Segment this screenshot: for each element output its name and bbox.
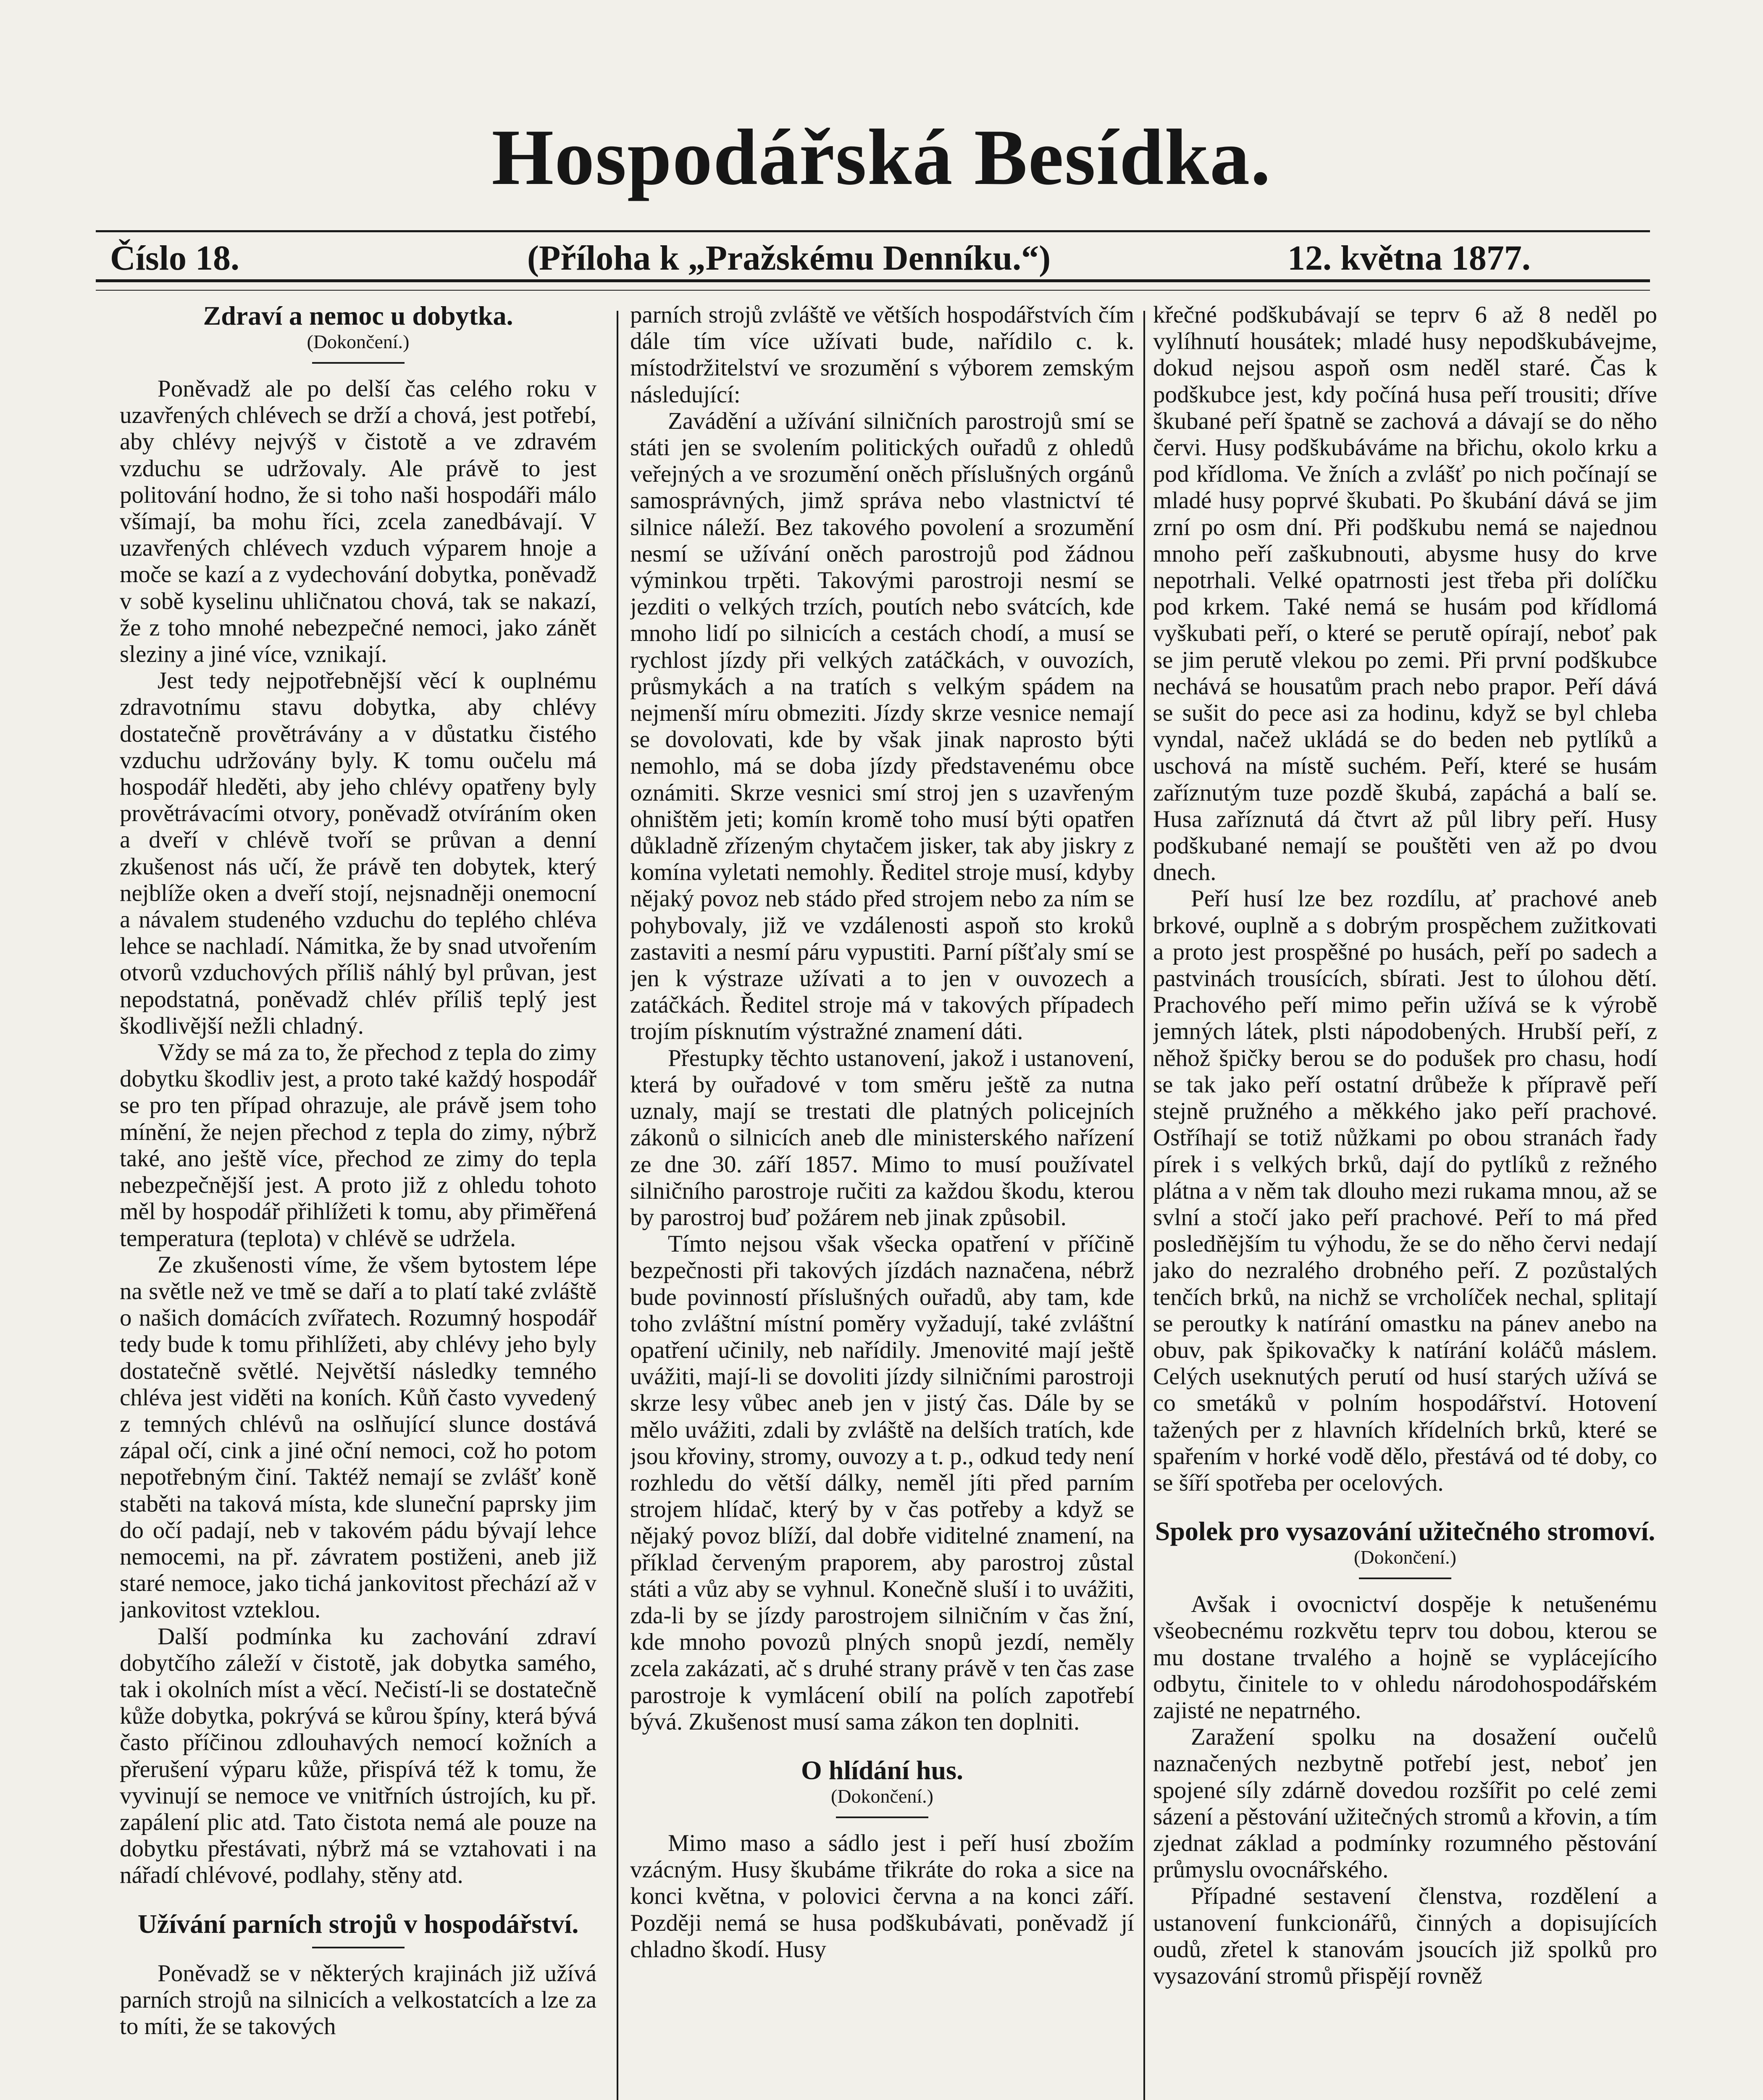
paragraph: Další podmínka ku zachování zdraví dobytčího záleží v čistotě, jak dobytka samého, tak i okolních míst a věcí. Nečistí-li se dostatečně kůže dobytka, pokrývá se kůrou špíny, která bývá často příčinou zdlouhavých nemocí kožních a přerušení výparu kůže, přispívá též k tomu, že vyvinují se nemoce ve vnitřních ústrojích, ku př. zapálení plic atd. Tato čistota nemá ale pouze na dobytku přestávati, nýbrž má se vztahovati i na nářadí chlévové, podlahy, stěny atd.	[120, 1623, 596, 1889]
paragraph: Ze zkušenosti víme, že všem bytostem lépe na světle než ve tmě se daří a to platí také zvláště o našich domácích zvířatech. Rozumný hospodář tedy bude k tomu přihlížeti, aby chlévy jeho byly dostatečně světlé. Největší následky temného chléva jest viděti na koních. Kůň často vyvedený z temných chlévů na oslňující slunce dostává zápal očí, cink a jiné oční nemoci, což ho potom nepotřebným činí. Taktéž nemají se zvlášť koně staběti na taková místa, kde sluneční paprsky jim do očí padají, neb v takovém pádu bývají lehce nemocemi, na př. závratem postiženi, aneb již staré nemoce, jako tichá jankovitost přechází až v jankovitost vzteklou.	[120, 1251, 596, 1623]
paragraph: Avšak i ovocnictví dospěje k netušenému všeobecnému rozkvětu teprv tou dobou, kterou se mu dostane trvalého a hojně se vyplácejícího odbytu, činitele to v ohledu národohospodářském zajisté ne nepatrného.	[1153, 1591, 1657, 1724]
section-gap	[120, 1889, 596, 1910]
continued-paragraph: parních strojů zvláště ve větších hospodářstvích čím dále tím více užívati bude, nařídilo c. k. místodržitelství ve srozumění s výborem zemským následující:	[630, 302, 1134, 408]
paragraph: Zaražení spolku na dosažení oučelů naznačených nezbytně potřebí jest, neboť jen spojené síly zdárně dovedou rozšířit po celé zemi sázení a pěstování užitečných stromů a křovin, a tím zjednat základ a podmínky rozumného pěstování průmyslu ovocnářského.	[1153, 1724, 1657, 1883]
article-subtitle: (Dokončení.)	[831, 1785, 933, 1807]
paragraph: Poněvadž se v některých krajinách již užívá parních strojů na silnicích a velkostatcích a lze za to míti, že se takových	[120, 1960, 596, 2040]
paragraph: Případné sestavení členstva, rozdělení a ustanovení funkcionářů, činných a dopisujících oudů, zřetel k stanovám jsoucích již spolků pro vysazování stromů přispějí rovněž	[1153, 1883, 1657, 1989]
article-heading: O hlídání hus.	[801, 1755, 963, 1785]
article-heading: Spolek pro vysazování užitečného stromoví.	[1155, 1516, 1655, 1546]
heading-rule	[312, 1947, 405, 1948]
issue-date: 12. května 1877.	[1287, 239, 1531, 278]
paragraph: Zavádění a užívání silničních parostrojů smí se státi jen se svolením politických ouřadů z ohledů veřejných a ve srozumění oněch příslušných orgánů samosprávných, jimž správa nebo vlastnictví té silnice náleží. Bez takového povolení a srozumění nesmí se užívání oněch parostrojů pod žádnou výminkou trpěti. Takovými parostroji nesmí se jezditi o velkých trzích, poutích nebo svátcích, kde mnoho lidí po silnicích a cestách chodí, a musí se rychlost jízdy při velkých zatáčkách, v ouvozích, průsmykách a na tratích s velkým spádem na nejmenší míru obmeziti. Jízdy skrze vesnice nemají se dovolovati, kde by však jinak naprosto býti nemohlo, má se doba jízdy představenému obce oznámiti. Skrze vesnici smí stroj jen s uzavřeným ohništěm jeti; komín kromě toho musí býti opatřen důkladně zřízeným chytačem jisker, tak aby jiskry z komína vyletati nemohly. Ředitel stroje musí, kdyby nějaký povoz neb stádo před strojem nebo za ním se pohybovaly, již ve vzdálenosti aspoň sto kroků zastaviti a nesmí páru vypustiti. Parní píšťaly smí se jen k výstraze užívati a to jen v ouvozech a zatáčkách. Ředitel stroje má v takových případech trojím písknutím výstražné znamení dáti.	[630, 407, 1134, 1045]
section-gap	[1153, 1496, 1657, 1517]
article-subtitle: (Dokončení.)	[1354, 1546, 1456, 1568]
masthead-title: Hospodářská Besídka.	[491, 113, 1272, 202]
article-heading: Zdraví a nemoc u dobytka.	[203, 302, 513, 331]
paragraph: Tímto nejsou však všecka opatření v příčině bezpečnosti při takových jízdách naznačena, nébrž bude povinností příslušných ouřadů, aby tam, kde toho zvláštní místní poměry vyžadují, také zvláštní opatření učinily, neb nařídily. Jmenovité mají ještě uvážiti, mají-li se dovoliti jízdy silničními parostroji skrze lesy vůbec aneb jen v jistý čas. Dále by se mělo uvážiti, zdali by zvláště na delších tratích, kde jsou křoviny, stromy, ouvozy a t. p., odkud tedy není rozhledu do větší dálky, neměl jíti před parním strojem hlídač, který by v čas potřeby a když se nějaký povoz blíží, dal dobře viditelné znamení, na příklad červeným praporem, aby parostroj zůstal státi a vůz aby se vyhnul. Konečně sluší i to uvážiti, zda-li by se jízdy parostrojem silničním v čas žní, kde mnoho povozů plných snopů jezdí, neměly zcela zakázati, ač s druhé strany právě v ten čas zase parostroje k vymlácení obilí na polích zapotřebí bývá. Zkušenost musí sama zákon ten doplniti.	[630, 1231, 1134, 1735]
paragraph: Přestupky těchto ustanovení, jakož i ustanovení, která by ouřadové v tom směru ještě za nutna uznaly, mají se trestati dle platných policejních zákonů o silnicích aneb dle ministerského nařízení ze dne 30. září 1857. Mimo to musí používatel silničního parostroje ručiti za každou škodu, kterou by parostroj buď požárem neb jinak způsobil.	[630, 1045, 1134, 1231]
column-3	[1153, 302, 1657, 2100]
paragraph: Vždy se má za to, že přechod z tepla do zimy dobytku škodliv jest, a proto také každý hospodář se pro ten případ ohrazuje, ale právě jsem toho mínění, že nejen přechod z tepla do zimy, nýbrž také, ano ještě více, přechod ze zimy do tepla nebezpečnější jest. A proto již z ohledu tohoto měl by hospodář přihlížeti k tomu, aby přiměřená temperatura (teplota) v chlévě se udržela.	[120, 1039, 596, 1252]
heading-rule	[312, 362, 405, 364]
section-gap	[630, 1735, 1134, 1756]
column-divider-2	[1143, 311, 1145, 2100]
header-rule-top	[96, 230, 1650, 232]
header-rule-bottom	[96, 279, 1650, 282]
heading-rule	[1359, 1578, 1451, 1579]
paragraph: Peří husí lze bez rozdílu, ať prachové aneb brkové, ouplně a s dobrým prospěchem zužitkovati a proto jest prospěšné po husách, peří po sadech a pastvinách trousících, sbírati. Jest to úlohou dětí. Prachového peří mimo peřin užívá se k výrobě jemných látek, plsti nápodobených. Hrubší peří, z něhož špičky berou se do podušek pro chasu, hodí se tak jako peří ostatní drůbeže k přípravě peří stejně pružného a měkkého jako peří prachové. Ostříhají se totiž nůžkami po obou stranách řady pírek i s velkých brků, dají do pytlíků z režného plátna a v něm tak dlouho mezi rukama mnou, až se svlní a stočí jako peří prachové. Peří to má před posledňějším tu výhodu, že se do něho červi nedají jako do nezralého drobného peří. Z pozůstalých tenčích brků, na nichž se vrcholíček nechal, splitají se peroutky k natírání omastku na pánev anebo na obuv, pak špikovačky k natírání koláčů máslem. Celých useknutých perutí od husí starých užívá se co smetáků v polním hospodářství. Hotovení tažených per z hlavních křídelních brků, které se spařením v horké vodě dělo, přestává od té doby, co se šíří spotřeba per ocelových.	[1153, 885, 1657, 1496]
column-2	[630, 302, 1134, 2100]
article-subtitle: (Dokončení.)	[307, 331, 410, 352]
column-divider-1	[617, 311, 618, 2100]
header-rule-thin	[96, 290, 1650, 291]
column-1	[120, 302, 596, 2100]
continued-paragraph: křečné podškubávají se teprv 6 až 8 neděl po vylíhnutí housátek; mladé husy nepodškubávejme, dokud nejsou aspoň osm neděl staré. Čas k podškubce jest, kdy počíná husa peří trousiti; dříve škubané peří špatně se zachová a dávají se do něho červi. Husy podškubáváme na břichu, okolo krku a pod křídloma. Ve žních a zvlášť po nich počínají se mladé husy poprvé škubati. Po škubání dává se jim zrní po osm dní. Při podškubu nemá se najednou mnoho peří zaškubnouti, abysme husy do krve nepotrhali. Velké opatrnosti jest třeba při dolíčku pod krkem. Také nemá se husám pod křídlomá vyškubati peří, o které se perutě opírají, neboť pak se jim perutě vlekou po zemi. Při první podškubce nechává se housatům prach nebo prapor. Peří dává se sušit do pece asi za hodinu, když se byl chleba vyndal, načež ukládá se do beden neb pytlíků a uschová na místě suchém. Peří, které se husám zaříznutým tuze pozdě škubá, zapáchá a balí se. Husa zaříznutá dá čtvrt až půl libry peří. Husy podškubané nemají se pouštěti ven až po dvou dnech.	[1153, 302, 1657, 886]
heading-rule	[836, 1816, 928, 1818]
paragraph: Jest tedy nejpotřebnější věcí k ouplnému zdravotnímu stavu dobytka, aby chlévy dostatečně provětrávány a v důstatku čistého vzduchu udržovány byly. K tomu oučelu má hospodář hleděti, aby jeho chlévy opatřeny byly provětrávacími otvory, poněvadž otvíráním oken a dveří v chlévě tvoří se průvan a denní zkušenost nás učí, že právě ten dobytek, který nejblíže oken a dveří stojí, nejsnadněji onemocní a návalem studeného vzduchu do teplého chléva lehce se nachladí. Námitka, že by snad utvořením otvorů vzduchových příliš náhlý byl průvan, jest nepodstatná, poněvadž chlév příliš teplý jest škodlivější nežli chladný.	[120, 667, 596, 1039]
supplement-label: (Příloha k „Pražskému Denníku.“)	[527, 239, 1051, 278]
article-heading: Užívání parních strojů v hospodářství.	[137, 1908, 579, 1939]
paragraph: Poněvadž ale po delší čas celého roku v uzavřených chlévech se drží a chová, jest potřebí, aby chlévy nejvýš v čistotě a ve zdravém vzduchu se udržovaly. Ale právě to jest politování hodno, že si toho naši hospodáři málo všímají, ba mohu říci, zcela zanedbávají. V uzavřených chlévech vzduch výparem hnoje a moče se kazí a z vydechování dobytka, poněvadž v sobě kyselinu uhličnatou chová, tak se nakazí, že z toho mnohé nebezpečné nemoci, jako zánět sleziny a jiné více, vznikají.	[120, 375, 596, 668]
paragraph: Mimo maso a sádlo jest i peří husí zbožím vzácným. Husy škubáme třikráte do roka a sice na konci května, v polovici června a na konci září. Později nemá se husa podškubávati, poněvadž jí chladno škodí. Husy	[630, 1830, 1134, 1963]
issue-number: Číslo 18.	[110, 239, 240, 278]
